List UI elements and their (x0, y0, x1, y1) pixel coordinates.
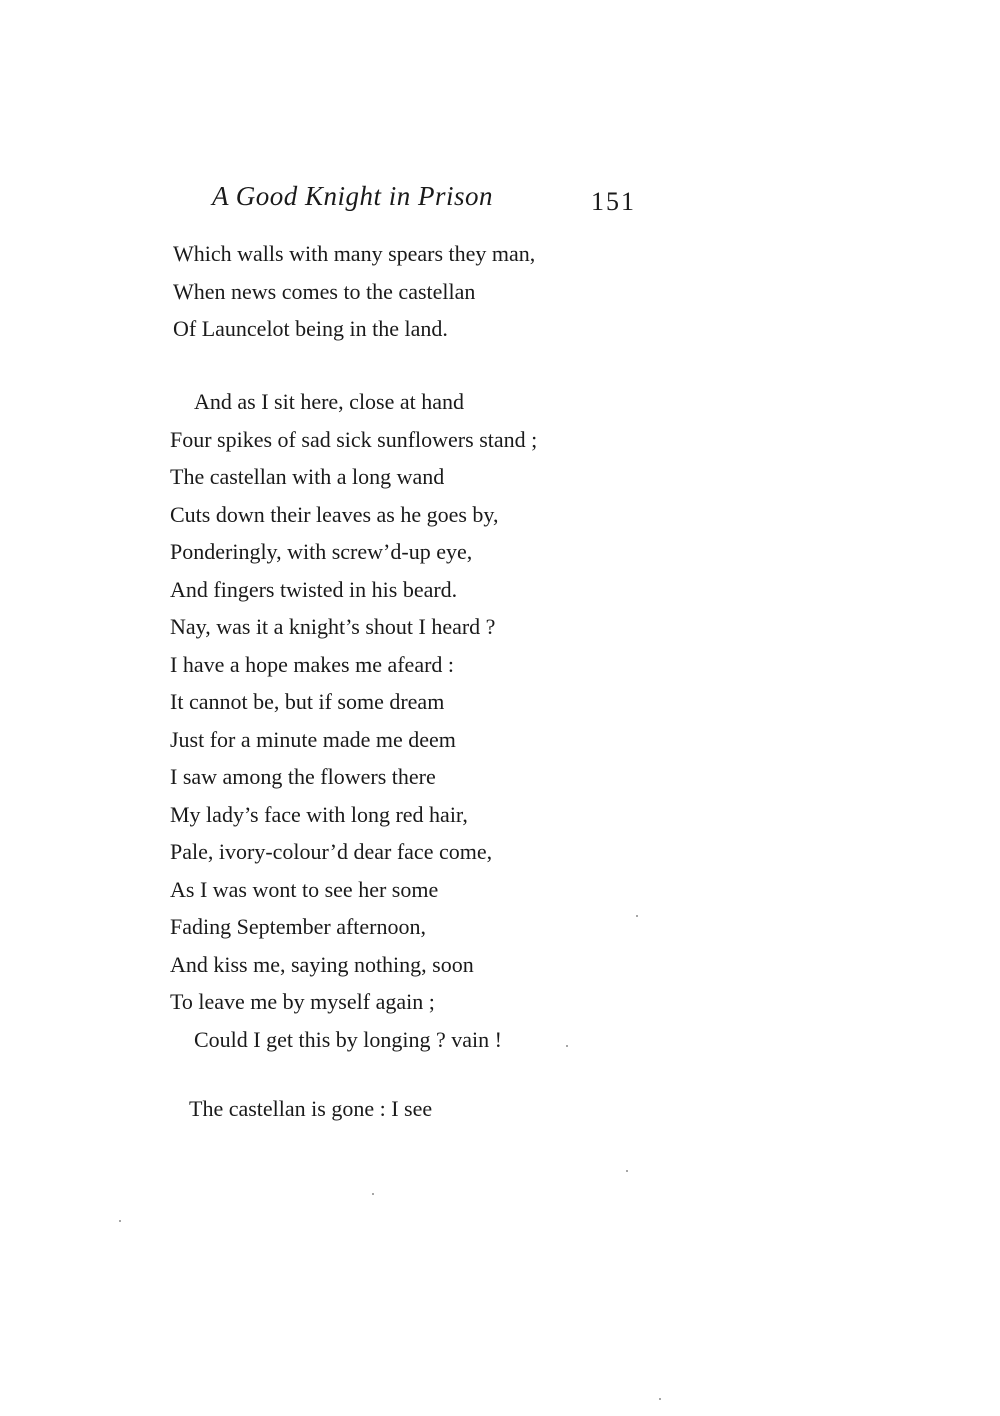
poem-line: I have a hope makes me afeard : (170, 651, 455, 677)
paper-speck (626, 1170, 628, 1172)
poem-line: Fading September afternoon, (170, 914, 426, 939)
paper-speck (372, 1193, 374, 1195)
paper-speck (636, 915, 638, 917)
paper-speck (659, 1398, 661, 1400)
poem-line: The castellan is gone : I see (189, 1096, 433, 1121)
poem-line: Of Launcelot being in the land. (173, 316, 448, 341)
poem-line: Which walls with many spears they man, (173, 241, 536, 266)
poem-line: And fingers twisted in his beard. (170, 576, 458, 602)
poem-line: The castellan with a long wand (170, 464, 445, 489)
poem-line: Cuts down their leaves as he goes by, (170, 501, 499, 527)
paper-speck (566, 1045, 568, 1047)
poem-line: When news comes to the castellan (173, 278, 476, 304)
poem-line: I saw among the flowers there (170, 764, 436, 789)
poem-line: Just for a minute made me deem (170, 726, 456, 752)
poem-line: And kiss me, saying nothing, soon (170, 951, 474, 977)
poem-line: To leave me by myself again ; (170, 989, 435, 1014)
running-title: A Good Knight in Prison (212, 181, 494, 211)
poem-line: It cannot be, but if some dream (170, 689, 445, 714)
poem-line: Four spikes of sad sick sunflowers stand ; (170, 426, 538, 452)
stanza (170, 383, 537, 1058)
paper-speck (119, 1220, 121, 1222)
page-number: 151 (591, 187, 636, 216)
poem-line: My lady’s face with long red hair, (170, 801, 468, 827)
poem-line-indented: And as I sit here, close at hand (194, 389, 465, 414)
poem-line-indented: Could I get this by longing ? vain ! (194, 1026, 502, 1052)
stanza (173, 235, 535, 348)
poem-line: Ponderingly, with screw’d-up eye, (170, 539, 473, 564)
stanza (189, 1090, 432, 1128)
poem-line: Nay, was it a knight’s shout I heard ? (170, 614, 496, 639)
poem-line: Pale, ivory-colour’d dear face come, (170, 839, 493, 864)
poem-line: As I was wont to see her some (170, 876, 439, 902)
